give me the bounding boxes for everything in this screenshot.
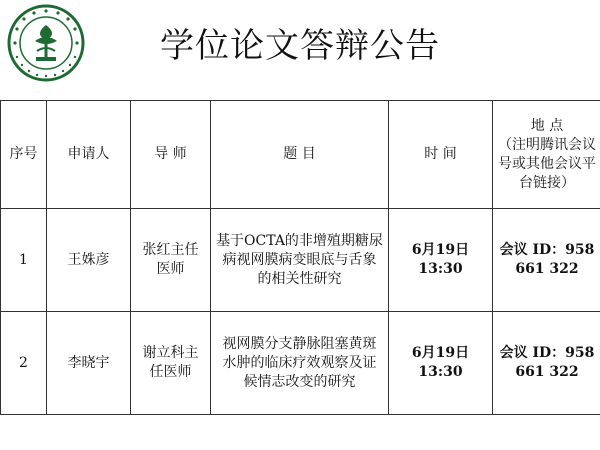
row-supervisor: 谢立科主任医师 [131, 312, 211, 415]
header-time: 时 间 [389, 101, 493, 209]
table-row [1, 312, 600, 415]
header-location [493, 101, 600, 209]
row-supervisor: 张红主任医师 [131, 209, 211, 312]
row-date: 6月19日 [411, 345, 470, 361]
row-time-cell [389, 312, 493, 415]
row-index: 1 [1, 209, 47, 312]
row-topic: 基于OCTA的非增殖期糖尿病视网膜病变眼底与舌象的相关性研究 [211, 209, 389, 312]
row-meeting-id: 会议 ID：958 661 322 [493, 312, 600, 415]
row-date: 6月19日 [411, 242, 470, 258]
table-row [1, 209, 600, 312]
row-applicant: 李晓宇 [47, 312, 131, 415]
header-topic: 题 目 [211, 101, 389, 209]
header-supervisor: 导 师 [131, 101, 211, 209]
table-header-row [1, 101, 600, 209]
row-applicant: 王姝彦 [47, 209, 131, 312]
header-location-title: 地 点 [530, 117, 564, 134]
row-meeting-id: 会议 ID：958 661 322 [493, 209, 600, 312]
row-time: 13:30 [418, 261, 463, 277]
page-title: 学位论文答辩公告 [160, 26, 440, 66]
header-applicant: 申请人 [47, 101, 131, 209]
defense-schedule-table [0, 100, 600, 415]
row-time-cell [389, 209, 493, 312]
row-index: 2 [1, 312, 47, 415]
header-location-note: （注明腾讯会议号或其他会议平台链接） [498, 136, 596, 191]
row-topic: 视网膜分支静脉阻塞黄斑水肿的临床疗效观察及证候情志改变的研究 [211, 312, 389, 415]
header-index: 序号 [1, 101, 47, 209]
row-time: 13:30 [418, 364, 463, 380]
